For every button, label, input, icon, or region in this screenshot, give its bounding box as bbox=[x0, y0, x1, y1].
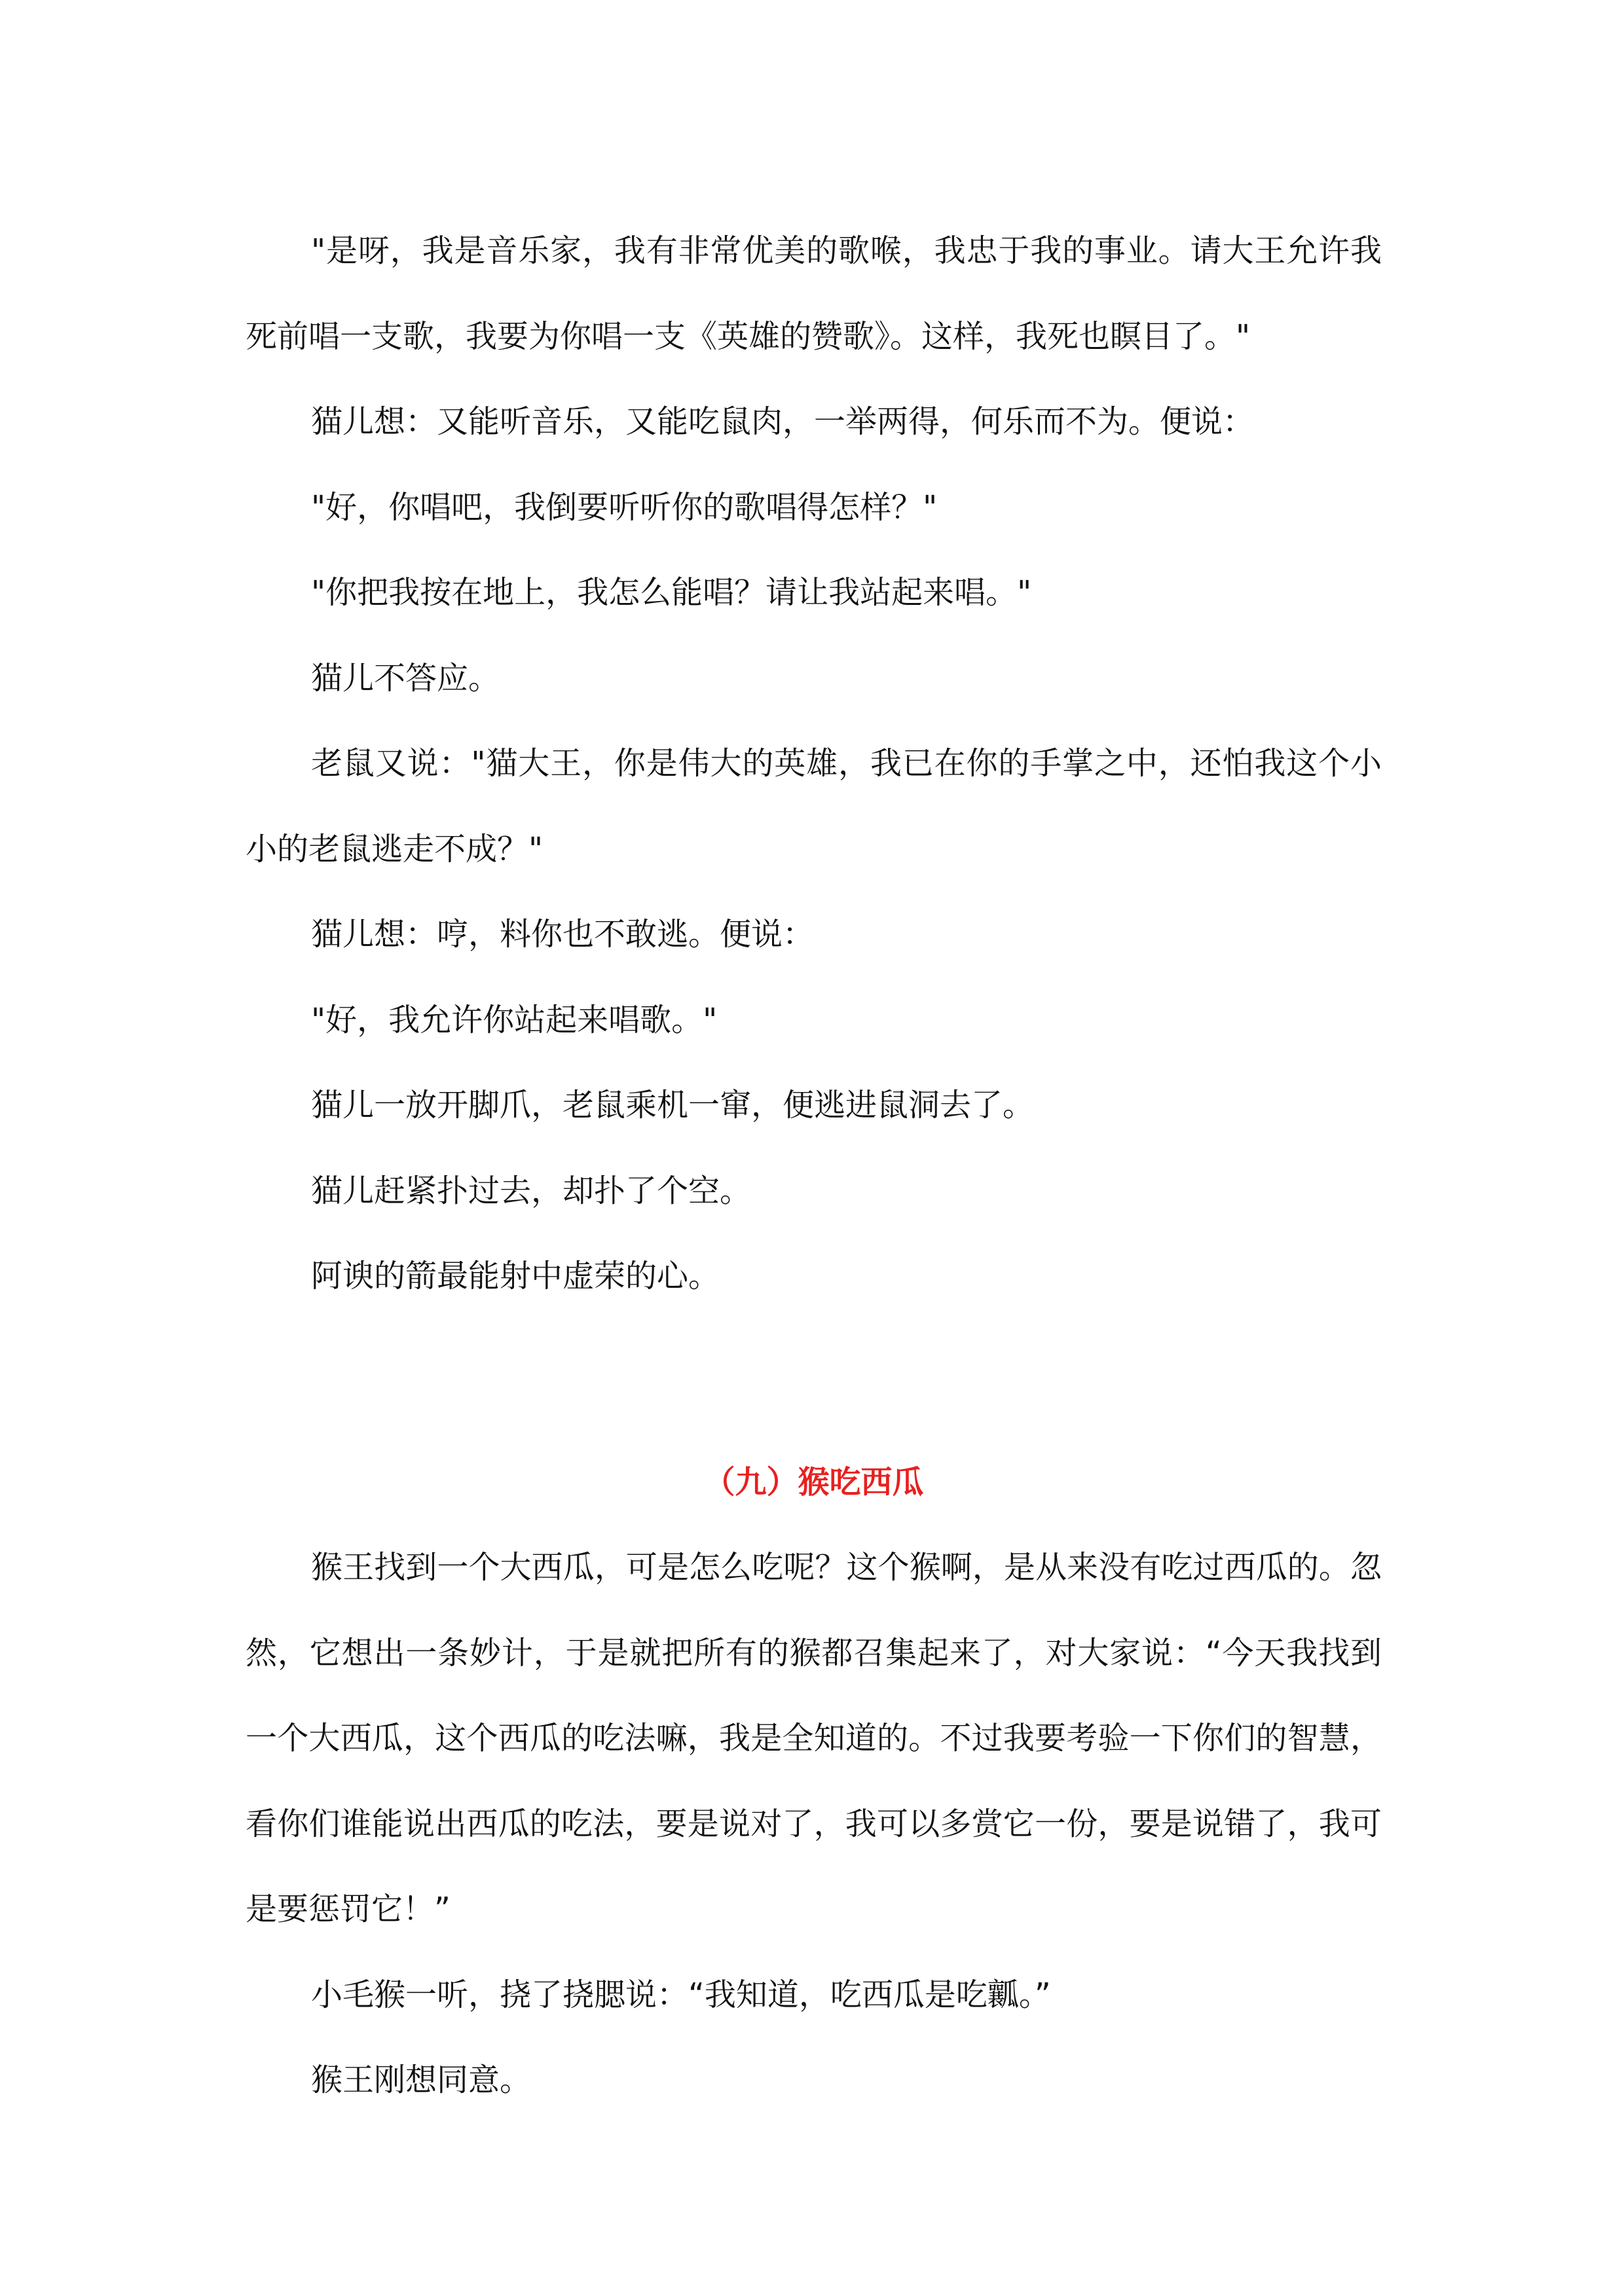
paragraph: 小毛猴一听，挠了挠腮说：“我知道，吃西瓜是吃瓤。” bbox=[311, 1976, 1051, 2013]
paragraph: "你把我按在地上，我怎么能唱？请让我站起来唱。" bbox=[311, 574, 1032, 611]
section-spacer bbox=[246, 1319, 1382, 1440]
paragraph: "是呀，我是音乐家，我有非常优美的歌喉，我忠于我的事业。请大王允许我死前唱一支歌，我要为你唱一支《英雄的赞歌》。这样，我死也瞑目了。" bbox=[246, 232, 1382, 355]
paragraph: 猫儿不答应。 bbox=[311, 659, 500, 697]
paragraph: 老鼠又说："猫大王，你是伟大的英雄，我已在你的手掌之中，还怕我这个小小的老鼠逃走不成？" bbox=[246, 745, 1382, 867]
paragraph: 猫儿一放开脚爪，老鼠乘机一窜，便逃进鼠洞去了。 bbox=[311, 1087, 1035, 1123]
paragraph: "好，我允许你站起来唱歌。" bbox=[311, 1001, 718, 1038]
paragraph: 猴王刚想同意。 bbox=[311, 2062, 532, 2098]
paragraph: 猫儿赶紧扑过去，却扑了个空。 bbox=[311, 1172, 752, 1209]
paragraph: 猴王找到一个大西瓜，可是怎么吃呢？这个猴啊，是从来没有吃过西瓜的。忽然，它想出一条妙计，于是就把所有的猴都召集起来了，对大家说：“今天我找到一个大西瓜，这个西瓜的吃法嘛，我是全知道的。不过我要考验一下你们的智慧，看你们谁能说出西瓜的吃法，要是说对了，我可以多赏它一份，要是说错了，我可是要惩罚它！” bbox=[246, 1549, 1382, 1927]
document-page bbox=[246, 208, 1382, 2123]
paragraph: 猫儿想：又能听音乐，又能吃鼠肉，一举两得，何乐而不为。便说： bbox=[311, 403, 1255, 440]
section-title: （九）猴吃西瓜 bbox=[703, 1463, 924, 1501]
paragraph: "好，你唱吧，我倒要听听你的歌唱得怎样？" bbox=[311, 488, 938, 526]
paragraph: 阿谀的箭最能射中虚荣的心。 bbox=[311, 1258, 720, 1294]
paragraph: 猫儿想：哼，料你也不敢逃。便说： bbox=[311, 916, 815, 953]
